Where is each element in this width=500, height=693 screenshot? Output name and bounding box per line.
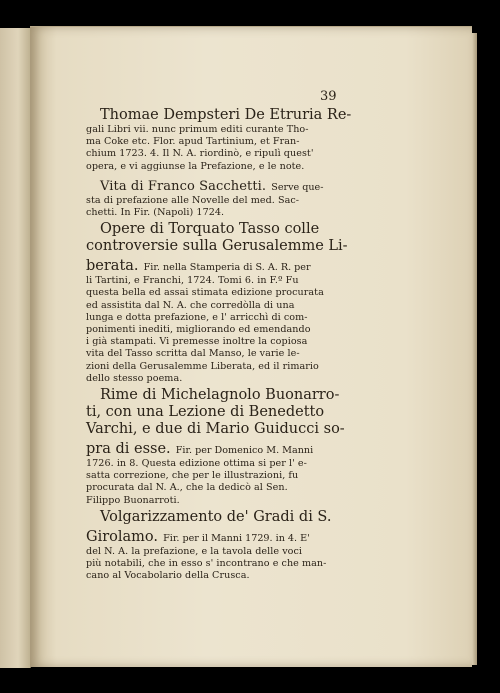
entry-tasso (86, 221, 424, 385)
entry-body-line: ma Coke etc. Flor. apud Tartinium, et Fran- (86, 136, 300, 148)
entry-title-line: Opere di Torquato Tasso colle (100, 221, 320, 238)
entry-body-line: cano al Vocabolario della Crusca. (86, 570, 250, 582)
entry-body-line: zioni della Gerusalemme Liberata, ed il rimario (86, 360, 319, 372)
entry-body-line: più notabili, che in esso s' incontrano e che man- (86, 558, 327, 570)
entry-title-line: controversie sulla Gerusalemme Li- (86, 238, 348, 255)
entry-body-line: opera, e vi aggiunse la Prefazione, e le note. (86, 160, 305, 172)
facing-page-edge (0, 28, 31, 668)
entry-buonarroti (86, 387, 424, 507)
entry-body-line: Filippo Buonarroti. (86, 494, 180, 506)
entry-body-line: 1726. in 8. Questa edizione ottima si per l' e- (86, 458, 307, 470)
entry-body-line: questa bella ed assai stimata edizione procurata (86, 287, 324, 299)
entry-body-line: ed assistita dal N. A. che corredòlla di una (86, 299, 295, 311)
entry-dempster (86, 107, 424, 173)
entry-body-line: chium 1723. 4. Il N. A. riordinò, e ripulì quest' (86, 148, 314, 160)
entry-body-line: ponimenti inediti, migliorando ed emendando (86, 324, 311, 336)
entry-body-line: Fir. nella Stamperia di S. A. R. per (143, 262, 311, 274)
entry-body-line: gali Libri vii. nunc primum editi curante Tho- (86, 124, 309, 135)
entry-body-line: Fir. per il Manni 1729. in 4. E' (163, 532, 310, 544)
entry-title-line: Vita di Franco Sacchetti. (100, 178, 267, 194)
entry-title-row (86, 255, 424, 275)
entry-body-line: vita del Tasso scritta dal Manso, le varie le- (86, 348, 300, 360)
entry-body-line: li Tartini, e Franchi, 1724. Tomi 6. in F.º Fu (86, 275, 299, 287)
entry-title-line: Thomae Dempsteri De Etruria Re- (100, 107, 352, 123)
book-page (30, 26, 472, 667)
entry-title-line: Varchi, e due di Mario Guiducci so- (86, 421, 345, 438)
page-number: 39 (320, 89, 337, 104)
entry-title-line: Rime di Michelagnolo Buonarro- (100, 387, 340, 404)
page-fore-edge (472, 33, 477, 665)
entry-title-row (86, 526, 424, 546)
bibliography-text (86, 107, 424, 584)
entry-body-line: satta correzione, che per le illustrazioni, fu (86, 470, 299, 482)
entry-title-line: Girolamo. (86, 528, 158, 545)
entry-body-line: lunga e dotta prefazione, e l' arricchì di com- (86, 311, 308, 323)
entry-title-line: berata. (86, 258, 139, 275)
entry-body-line: sta di prefazione alle Novelle del med. Sac- (86, 194, 300, 206)
entry-body-line: Fir. per Domenico M. Manni (175, 445, 314, 457)
entry-body-line: del N. A. la prefazione, e la tavola delle voci (86, 545, 303, 557)
entry-sacchetti (86, 175, 424, 219)
entry-title-line: ti, con una Lezione di Benedetto (86, 404, 325, 421)
entry-title-row (86, 438, 424, 458)
entry-body-line: chetti. In Fir. (Napoli) 1724. (86, 207, 225, 219)
entry-title-line: Volgarizzamento de' Gradi di S. (100, 508, 332, 525)
entry-title-row (86, 175, 424, 195)
entry-volgarizzamento (86, 509, 424, 583)
entry-body-line: dello stesso poema. (86, 372, 183, 384)
entry-body-line: Serve que- (271, 181, 324, 193)
entry-title-line: pra di esse. (86, 441, 171, 458)
entry-body-line: i già stampati. Vi premesse inoltre la copiosa (86, 336, 308, 348)
entry-body-line: procurata dal N. A., che la dedicò al Sen. (86, 482, 288, 494)
